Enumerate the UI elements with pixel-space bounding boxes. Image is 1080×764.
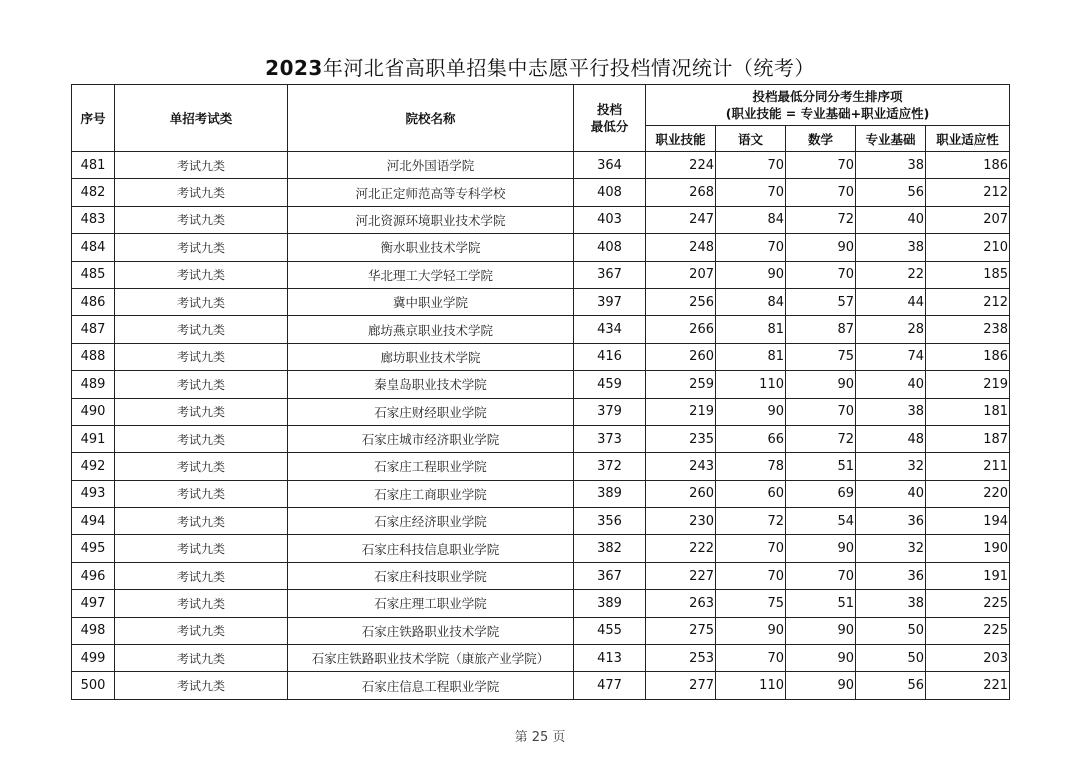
cell-vocational-skill: 224	[646, 152, 716, 179]
cell-vocational-skill: 207	[646, 261, 716, 288]
header-tiebreak-group	[646, 85, 1010, 126]
cell-category: 考试九类	[115, 343, 288, 370]
cell-school-name: 石家庄信息工程职业学院	[288, 672, 574, 699]
cell-math: 72	[786, 425, 856, 452]
cell-professional-basics: 38	[856, 590, 926, 617]
cell-vocational-aptitude: 220	[926, 480, 1010, 507]
cell-vocational-aptitude: 186	[926, 152, 1010, 179]
cell-math: 90	[786, 672, 856, 699]
cell-category: 考试九类	[115, 425, 288, 452]
cell-vocational-aptitude: 212	[926, 288, 1010, 315]
cell-school-name: 石家庄铁路职业技术学院	[288, 617, 574, 644]
cell-math: 90	[786, 234, 856, 261]
cell-vocational-skill: 253	[646, 645, 716, 672]
cell-min-score: 372	[574, 453, 646, 480]
cell-school-name: 冀中职业学院	[288, 288, 574, 315]
cell-professional-basics: 50	[856, 645, 926, 672]
cell-category: 考试九类	[115, 261, 288, 288]
cell-vocational-aptitude: 191	[926, 562, 1010, 589]
cell-school-name: 石家庄经济职业学院	[288, 508, 574, 535]
cell-category: 考试九类	[115, 288, 288, 315]
cell-vocational-aptitude: 212	[926, 179, 1010, 206]
cell-chinese: 78	[716, 453, 786, 480]
cell-vocational-aptitude: 207	[926, 206, 1010, 233]
cell-chinese: 84	[716, 206, 786, 233]
cell-vocational-skill: 243	[646, 453, 716, 480]
cell-category: 考试九类	[115, 179, 288, 206]
table-row	[72, 206, 1010, 233]
table-row	[72, 234, 1010, 261]
header-math: 数学	[786, 126, 856, 152]
cell-index: 485	[72, 261, 115, 288]
cell-vocational-aptitude: 203	[926, 645, 1010, 672]
cell-math: 90	[786, 371, 856, 398]
cell-school-name: 秦皇岛职业技术学院	[288, 371, 574, 398]
cell-professional-basics: 40	[856, 206, 926, 233]
cell-min-score: 382	[574, 535, 646, 562]
cell-school-name: 衡水职业技术学院	[288, 234, 574, 261]
cell-school-name: 石家庄工商职业学院	[288, 480, 574, 507]
cell-index: 492	[72, 453, 115, 480]
cell-vocational-skill: 275	[646, 617, 716, 644]
cell-chinese: 90	[716, 261, 786, 288]
cell-chinese: 90	[716, 617, 786, 644]
cell-professional-basics: 40	[856, 480, 926, 507]
table-row	[72, 672, 1010, 699]
cell-vocational-aptitude: 210	[926, 234, 1010, 261]
cell-category: 考试九类	[115, 398, 288, 425]
table-row	[72, 316, 1010, 343]
cell-min-score: 389	[574, 590, 646, 617]
cell-chinese: 81	[716, 316, 786, 343]
header-professional-basics: 专业基础	[856, 126, 926, 152]
cell-school-name: 华北理工大学轻工学院	[288, 261, 574, 288]
cell-category: 考试九类	[115, 590, 288, 617]
cell-vocational-aptitude: 225	[926, 590, 1010, 617]
cell-school-name: 石家庄理工职业学院	[288, 590, 574, 617]
cell-index: 500	[72, 672, 115, 699]
cell-professional-basics: 48	[856, 425, 926, 452]
cell-min-score: 459	[574, 371, 646, 398]
cell-index: 489	[72, 371, 115, 398]
cell-math: 57	[786, 288, 856, 315]
cell-math: 70	[786, 152, 856, 179]
cell-vocational-aptitude: 238	[926, 316, 1010, 343]
cell-vocational-skill: 277	[646, 672, 716, 699]
cell-index: 491	[72, 425, 115, 452]
cell-vocational-aptitude: 221	[926, 672, 1010, 699]
cell-category: 考试九类	[115, 672, 288, 699]
cell-vocational-skill: 260	[646, 343, 716, 370]
cell-category: 考试九类	[115, 562, 288, 589]
cell-chinese: 72	[716, 508, 786, 535]
cell-professional-basics: 38	[856, 152, 926, 179]
cell-min-score: 389	[574, 480, 646, 507]
cell-vocational-aptitude: 225	[926, 617, 1010, 644]
cell-index: 495	[72, 535, 115, 562]
cell-math: 72	[786, 206, 856, 233]
title-text: 年河北省高职单招集中志愿平行投档情况统计（统考）	[322, 56, 815, 80]
cell-category: 考试九类	[115, 206, 288, 233]
cell-index: 493	[72, 480, 115, 507]
cell-vocational-skill: 263	[646, 590, 716, 617]
cell-index: 496	[72, 562, 115, 589]
cell-category: 考试九类	[115, 234, 288, 261]
cell-min-score: 356	[574, 508, 646, 535]
cell-category: 考试九类	[115, 152, 288, 179]
cell-chinese: 70	[716, 535, 786, 562]
cell-vocational-skill: 259	[646, 371, 716, 398]
cell-category: 考试九类	[115, 453, 288, 480]
cell-professional-basics: 56	[856, 672, 926, 699]
cell-vocational-aptitude: 194	[926, 508, 1010, 535]
table-row	[72, 425, 1010, 452]
table-row	[72, 508, 1010, 535]
cell-chinese: 70	[716, 645, 786, 672]
cell-math: 90	[786, 535, 856, 562]
cell-chinese: 110	[716, 371, 786, 398]
cell-vocational-skill: 219	[646, 398, 716, 425]
table-row	[72, 617, 1010, 644]
cell-vocational-skill: 260	[646, 480, 716, 507]
cell-math: 69	[786, 480, 856, 507]
header-row-1	[72, 85, 1010, 126]
cell-chinese: 81	[716, 343, 786, 370]
cell-min-score: 413	[574, 645, 646, 672]
cell-professional-basics: 32	[856, 453, 926, 480]
cell-chinese: 70	[716, 152, 786, 179]
cell-school-name: 河北资源环境职业技术学院	[288, 206, 574, 233]
cell-min-score: 367	[574, 562, 646, 589]
cell-min-score: 403	[574, 206, 646, 233]
cell-category: 考试九类	[115, 480, 288, 507]
cell-min-score: 373	[574, 425, 646, 452]
cell-category: 考试九类	[115, 316, 288, 343]
footer-suffix: 页	[548, 730, 566, 745]
cell-math: 70	[786, 261, 856, 288]
header-vocational-aptitude: 职业适应性	[926, 126, 1010, 152]
cell-vocational-skill: 227	[646, 562, 716, 589]
table-body	[72, 152, 1010, 700]
cell-professional-basics: 38	[856, 234, 926, 261]
cell-vocational-skill: 247	[646, 206, 716, 233]
header-vocational-skill: 职业技能	[646, 126, 716, 152]
cell-vocational-skill: 266	[646, 316, 716, 343]
cell-category: 考试九类	[115, 535, 288, 562]
cell-vocational-skill: 222	[646, 535, 716, 562]
cell-min-score: 434	[574, 316, 646, 343]
cell-index: 487	[72, 316, 115, 343]
cell-index: 486	[72, 288, 115, 315]
header-school: 院校名称	[288, 85, 574, 152]
cell-chinese: 70	[716, 562, 786, 589]
cell-school-name: 石家庄科技职业学院	[288, 562, 574, 589]
cell-math: 90	[786, 617, 856, 644]
cell-math: 70	[786, 179, 856, 206]
cell-index: 499	[72, 645, 115, 672]
table-row	[72, 590, 1010, 617]
cell-professional-basics: 40	[856, 371, 926, 398]
table-row	[72, 535, 1010, 562]
cell-vocational-aptitude: 181	[926, 398, 1010, 425]
cell-math: 51	[786, 453, 856, 480]
cell-school-name: 石家庄科技信息职业学院	[288, 535, 574, 562]
cell-index: 494	[72, 508, 115, 535]
cell-math: 54	[786, 508, 856, 535]
cell-school-name: 石家庄财经职业学院	[288, 398, 574, 425]
cell-category: 考试九类	[115, 617, 288, 644]
cell-chinese: 75	[716, 590, 786, 617]
cell-chinese: 66	[716, 425, 786, 452]
cell-professional-basics: 22	[856, 261, 926, 288]
cell-min-score: 379	[574, 398, 646, 425]
cell-school-name: 河北正定师范高等专科学校	[288, 179, 574, 206]
cell-math: 70	[786, 562, 856, 589]
page-number: 25	[531, 730, 549, 745]
table-row	[72, 645, 1010, 672]
header-min-score	[574, 85, 646, 152]
cell-math: 75	[786, 343, 856, 370]
cell-professional-basics: 38	[856, 398, 926, 425]
cell-vocational-aptitude: 190	[926, 535, 1010, 562]
cell-school-name: 石家庄城市经济职业学院	[288, 425, 574, 452]
header-group-line2: (职业技能 = 专业基础+职业适应性)	[725, 106, 930, 121]
cell-professional-basics: 36	[856, 508, 926, 535]
cell-category: 考试九类	[115, 645, 288, 672]
table-row	[72, 343, 1010, 370]
cell-math: 87	[786, 316, 856, 343]
table-row	[72, 453, 1010, 480]
table-row	[72, 371, 1010, 398]
cell-vocational-aptitude: 187	[926, 425, 1010, 452]
cell-index: 498	[72, 617, 115, 644]
cell-math: 70	[786, 398, 856, 425]
cell-math: 90	[786, 645, 856, 672]
cell-min-score: 477	[574, 672, 646, 699]
table-row	[72, 288, 1010, 315]
cell-vocational-skill: 268	[646, 179, 716, 206]
cell-index: 497	[72, 590, 115, 617]
cell-professional-basics: 44	[856, 288, 926, 315]
cell-professional-basics: 36	[856, 562, 926, 589]
cell-min-score: 408	[574, 179, 646, 206]
footer-prefix: 第	[514, 730, 532, 745]
header-min-score-line1: 投档	[596, 102, 622, 117]
cell-min-score: 397	[574, 288, 646, 315]
document-title	[0, 52, 1080, 81]
admission-table	[71, 84, 1010, 700]
header-index: 序号	[72, 85, 115, 152]
cell-chinese: 84	[716, 288, 786, 315]
page-footer	[0, 726, 1080, 745]
cell-professional-basics: 56	[856, 179, 926, 206]
header-chinese: 语文	[716, 126, 786, 152]
cell-min-score: 455	[574, 617, 646, 644]
table-row	[72, 261, 1010, 288]
cell-chinese: 70	[716, 179, 786, 206]
cell-index: 483	[72, 206, 115, 233]
cell-vocational-aptitude: 219	[926, 371, 1010, 398]
cell-professional-basics: 74	[856, 343, 926, 370]
cell-index: 490	[72, 398, 115, 425]
title-year: 2023	[265, 56, 323, 80]
cell-index: 488	[72, 343, 115, 370]
cell-school-name: 石家庄铁路职业技术学院（康旅产业学院）	[288, 645, 574, 672]
table-row	[72, 562, 1010, 589]
cell-vocational-skill: 230	[646, 508, 716, 535]
table-row	[72, 179, 1010, 206]
cell-index: 484	[72, 234, 115, 261]
cell-vocational-skill: 256	[646, 288, 716, 315]
table-row	[72, 398, 1010, 425]
cell-min-score: 416	[574, 343, 646, 370]
cell-chinese: 70	[716, 234, 786, 261]
cell-min-score: 408	[574, 234, 646, 261]
cell-school-name: 石家庄工程职业学院	[288, 453, 574, 480]
header-group-line1: 投档最低分同分考生排序项	[752, 89, 903, 104]
header-category: 单招考试类	[115, 85, 288, 152]
cell-professional-basics: 28	[856, 316, 926, 343]
cell-index: 481	[72, 152, 115, 179]
cell-index: 482	[72, 179, 115, 206]
cell-chinese: 110	[716, 672, 786, 699]
cell-school-name: 廊坊燕京职业技术学院	[288, 316, 574, 343]
cell-category: 考试九类	[115, 371, 288, 398]
cell-chinese: 60	[716, 480, 786, 507]
cell-chinese: 90	[716, 398, 786, 425]
cell-min-score: 364	[574, 152, 646, 179]
header-min-score-line2: 最低分	[590, 119, 629, 134]
cell-vocational-aptitude: 211	[926, 453, 1010, 480]
cell-vocational-aptitude: 185	[926, 261, 1010, 288]
cell-vocational-skill: 235	[646, 425, 716, 452]
cell-vocational-skill: 248	[646, 234, 716, 261]
cell-school-name: 河北外国语学院	[288, 152, 574, 179]
cell-professional-basics: 50	[856, 617, 926, 644]
cell-school-name: 廊坊职业技术学院	[288, 343, 574, 370]
cell-min-score: 367	[574, 261, 646, 288]
table-row	[72, 480, 1010, 507]
cell-professional-basics: 32	[856, 535, 926, 562]
cell-math: 51	[786, 590, 856, 617]
table-row	[72, 152, 1010, 179]
cell-vocational-aptitude: 186	[926, 343, 1010, 370]
cell-category: 考试九类	[115, 508, 288, 535]
